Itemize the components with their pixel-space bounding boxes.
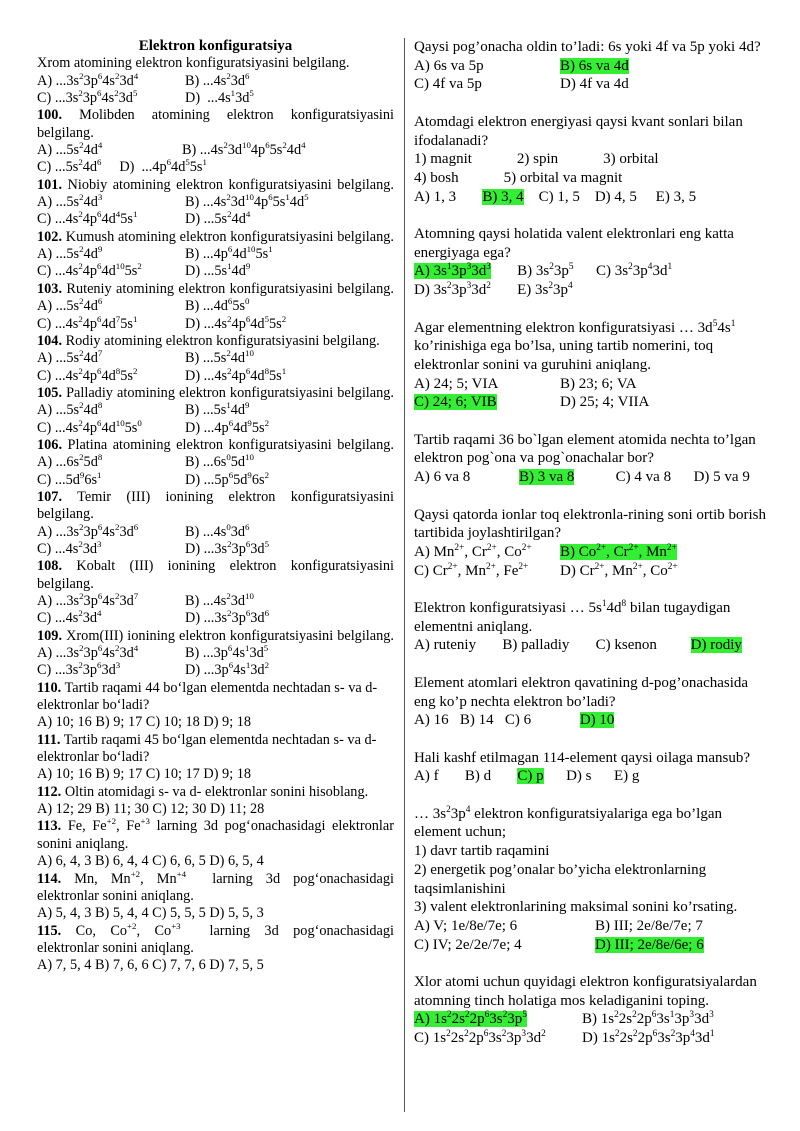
list-item: 2) energetik pog’onalar bo’yicha elektronlarning taqsimlanishini [414, 861, 707, 897]
answer-row [37, 610, 394, 627]
option-d: D) $...4s^24p^64d^55s^2$ [185, 313, 287, 332]
answer-row [37, 298, 394, 315]
option-a: A) $...5s^24d^3$ [37, 192, 103, 211]
option-e: E) $3s^23p^4$ [517, 281, 573, 299]
option-d: D) $...5s^14d^9$ [185, 261, 251, 280]
answer-row [414, 188, 770, 207]
answer-row [37, 541, 394, 558]
option-a: A) $...5s^24d^4$ [37, 140, 103, 159]
list-item: 1) davr tartib raqamini [414, 843, 550, 860]
answer-row: C) $...5s^24d^6$ D) $...4p^64d^55s^1$ [37, 157, 207, 176]
option-a: A) $Mn^{2+}$, $Cr^{2+}$, $Co^{2+}$ [414, 542, 532, 560]
answer-row [37, 365, 394, 385]
option-b: B) $...5s^24d^{10}$ [185, 348, 254, 367]
option-b: B) 3 va 8 [519, 469, 575, 486]
option-c: C) IV; 2e/2e/7e; 4 [414, 936, 522, 953]
option-b: B) palladiy [502, 637, 570, 654]
option-d: D) 4, 5 [594, 188, 637, 205]
question-text: Tartib raqami 36 bo`lgan element atomida nechta to’lgan elektron pog`ona va pog`onachalar bor? [414, 431, 756, 467]
option-c: C) $1s^22s^22p^63s^23p^33d^2$ [414, 1029, 546, 1047]
option-d: D) $...4s^24p^64d^85s^1$ [185, 365, 287, 384]
option-a: A) $...3s^23p^64s^23d^4$ [37, 643, 139, 662]
option-d: D) $3s^23p^33d^2$ [414, 281, 491, 299]
option-a: A) $...5s^24d^8$ [37, 400, 103, 419]
option-d: D) $1s^22s^22p^63s^23p^43d^1$ [582, 1029, 715, 1047]
option-a: A) $...3s^23p^64s^23d^4$ [37, 70, 139, 89]
question-106: 106. Platina atomining elektron konfiguratsiyasini belgilang. [37, 436, 394, 453]
option-d: D) $...5s^24d^4$ [185, 209, 251, 228]
question-107: 107. Temir (III) ionining elektron konfiguratsiyasini belgilang. [37, 488, 394, 523]
option-a: A) $...5s^24d^7$ [37, 348, 103, 367]
option-a: A) 1, 3 [414, 188, 457, 205]
option-b: B) $...6s^05d^{10}$ [185, 452, 254, 471]
answer-row [414, 468, 770, 487]
answer-row [414, 393, 770, 412]
question-text: Element atomlari elektron qavatining d-pog’onachasida eng ko’p nechta elektron bo’ladi? [414, 674, 749, 710]
list-item: 4) bosh 5) orbital va magnit [414, 169, 623, 186]
option-b: B) $...4s^23d^{10}4p^65s^24d^4$ [182, 140, 306, 159]
list-item: 3) valent elektronlarining maksimal sonini ko’rsating. [414, 899, 738, 916]
option-c: C) ksenon [595, 637, 657, 654]
answer-row [37, 313, 394, 333]
option-a: A) $...3s^23p^64s^23d^6$ [37, 521, 139, 540]
option-c: C) $...4s^23d^3$ [37, 539, 102, 557]
option-d: D) $...4p^64d^95s^2$ [185, 417, 270, 436]
answer-row [414, 1010, 770, 1029]
option-b: B) $...4p^64d^{10}5s^1$ [185, 244, 273, 263]
answer-row [37, 211, 394, 228]
question-113: 113. Fe, $Fe^{+2}$, $Fe^{+3}$ larning 3d pog‘onachasidagi elektronlar [37, 816, 394, 835]
option-b: B) $...4s^23d^{10}$ [185, 591, 254, 609]
option-d: D) $...5p^65d^96s^2$ [185, 469, 270, 488]
option-a: A) 16 [414, 712, 449, 729]
question-109: 109. Xrom(III) ionining elektron konfiguratsiyasini belgilang. [37, 627, 394, 644]
option-d: D) rodiy [690, 637, 742, 654]
option-d: D) s [566, 768, 592, 785]
answer-line: A) 6, 4, 3 B) 6, 4, 4 C) 6, 6, 5 D) 6, 5, 4 [37, 853, 264, 870]
question-108: 108. Kobalt (III) ionining elektron konfiguratsiyasini belgilang. [37, 558, 394, 592]
answer-row [414, 281, 770, 300]
answer-row [414, 711, 770, 730]
answer-row [37, 662, 394, 679]
option-d: D) $...4s^13d^5$ [185, 88, 254, 107]
answer-line: A) 12; 29 B) 11; 30 C) 12; 30 D) 11; 28 [37, 801, 265, 818]
question-112: 112. Oltin atomidagi s- va d- elektronlar sonini hisoblang. [37, 783, 369, 800]
option-d: D) 25; 4; VIIA [560, 394, 650, 411]
option-b: B) $1s^22s^22p^63s^13p^33d^3$ [582, 1010, 714, 1028]
answer-row [414, 75, 770, 94]
question-100: 100. Molibden atomining elektron konfiguratsiyasini belgilang. [37, 107, 394, 141]
option-b: B) III; 2e/8e/7e; 7 [595, 917, 703, 934]
answer-row [37, 70, 394, 90]
answer-row [37, 194, 394, 211]
question-text: Qaysi qatorda ionlar toq elektronla-rining soni ortib borish tartibida joylashtirilgan? [414, 506, 767, 542]
option-b: B) $...3p^64s^13d^5$ [185, 643, 269, 662]
answer-row [37, 521, 394, 541]
option-d: D) 10 [579, 712, 615, 729]
option-d: D) $...3p^64s^13d^2$ [185, 660, 270, 679]
option-d: D) $...3s^23p^63d^5$ [185, 539, 270, 557]
answer-row [414, 1029, 770, 1048]
question-text: Agar elementning elektron konfiguratsiyasi … $3d^54s^1$ ko’rinishiga ega bo’lsa, uning tartib nomerini, toq elektronlar sonini va guruhini aniqlang. [414, 318, 736, 373]
question-text: … $3s^23p^4$ elektron konfiguratsiyalariga ega bo’lgan element uchun; [414, 804, 722, 841]
answer-row [414, 375, 770, 394]
option-a: A) $1s^22s^22p^63s^23p^5$ [414, 1010, 527, 1028]
option-a: A) 6s va 5p [414, 57, 484, 74]
answer-row [414, 562, 770, 581]
question-115: 115. Co, $Co^{+2}$, $Co^{+3}$ larning 3d pog‘onachasidagi [37, 920, 394, 939]
answer-line: A) 5, 4, 3 B) 5, 4, 4 C) 5, 5, 5 D) 5, 5, 3 [37, 905, 264, 922]
answer-row [414, 767, 770, 786]
answer-row [414, 57, 770, 76]
option-a: A) $...5s^24d^6$ [37, 296, 103, 315]
option-c: C) 24; 6; VIB [414, 394, 497, 411]
option-a: A) $...5s^24d^9$ [37, 244, 103, 263]
answer-row [37, 142, 394, 159]
answer-row [37, 593, 394, 610]
answer-row [414, 917, 770, 936]
question-text: Qaysi pog’onacha oldin to’ladi: 6s yoki 4f va 5p yoki 4d? [414, 39, 761, 55]
option-c: C) 1, 5 [538, 188, 580, 205]
answer-row [37, 645, 394, 662]
option-d: D) 4f va 4d [560, 76, 629, 93]
question-114: 114. Mn, $Mn^{+2}$, $Mn^{+4}$ larning 3d pog‘onachasidagi [37, 868, 394, 887]
option-e: E) g [614, 768, 640, 785]
option-b: B) $...4s^23d^6$ [185, 70, 250, 89]
option-b: B) $...5s^14d^9$ [185, 400, 250, 419]
question-103: 103. Ruteniy atomining elektron konfiguratsiyasini belgilang. [37, 280, 394, 297]
option-e: E) 3, 5 [655, 188, 697, 205]
answer-row [414, 636, 770, 655]
option-a: A) ruteniy [414, 637, 477, 654]
question-text: Atomdagi elektron energiyasi qaysi kvant sonlari bilan ifodalanadi? [414, 113, 743, 149]
answer-row [37, 454, 394, 471]
option-b: B) d [464, 768, 492, 785]
option-d: D) $Cr^{2+}$, $Mn^{2+}$, $Co^{2+}$ [560, 561, 678, 579]
option-a: A) $...6s^25d^8$ [37, 452, 103, 471]
answer-row [37, 469, 394, 489]
option-c: C) $Cr^{2+}$, $Mn^{2+}$, $Fe^{2+}$ [414, 561, 529, 579]
answer-row [37, 90, 394, 107]
option-c: C) 4 va 8 [615, 469, 672, 486]
option-b: B) $...4s^03d^6$ [185, 521, 250, 540]
question-text: Hali kashf etilmagan 114-element qaysi oilaga mansub? [414, 749, 751, 766]
list-item: 1) magnit 2) spin 3) orbital [414, 151, 659, 168]
page-title: Elektron konfiguratsiya [138, 38, 293, 54]
question-104: 104. Rodiy atomining elektron konfiguratsiyasini belgilang. [37, 332, 380, 349]
option-b: B) 6s va 4d [560, 57, 629, 74]
answer-row [37, 402, 394, 419]
option-c: C) 6 [504, 712, 532, 729]
option-b: B) 14 [459, 712, 494, 729]
option-c: C) $...4s^24p^64d^45s^1$ [37, 209, 138, 228]
question-text: Elektron konfiguratsiyasi … $5s^14d^8$ bilan tugaydigan elementni aniqlang. [414, 599, 731, 635]
answer-row [414, 543, 770, 562]
question-102: 102. Kumush atomining elektron konfiguratsiyasini belgilang. [37, 228, 394, 245]
answer-row [414, 936, 770, 955]
question-105: 105. Palladiy atomining elektron konfiguratsiyasini belgilang. [37, 384, 394, 401]
option-b: B) $...4s^23d^{10}4p^65s^14d^5$ [185, 192, 309, 211]
option-b: B) 3, 4 [482, 188, 524, 205]
option-d: D) $...3s^23p^63d^6$ [185, 608, 270, 627]
option-a: A) $3s^13p^33d^3$ [414, 262, 491, 280]
question-101: 101. Niobiy atomining elektron konfiguratsiyasini belgilang. [37, 176, 394, 193]
question-text: Atomning qaysi holatida valent elektronlari eng katta energiyaga ega? [414, 226, 734, 261]
answer-line: A) 7, 5, 4 B) 7, 6, 6 C) 7, 7, 6 D) 7, 5, 5 [37, 957, 264, 974]
question-text: Xrom atomining elektron konfiguratsiyasini belgilang. [37, 55, 350, 72]
option-b: B) $Co^{2+}$, $Cr^{2+}$, $Mn^{2+}$ [560, 542, 677, 560]
option-c: C) $...4s^24p^64d^75s^1$ [37, 313, 138, 332]
answer-row [37, 417, 394, 437]
option-b: B) $...4d^65s^0$ [185, 296, 250, 315]
option-c: C) $...3s^23p^64s^23d^5$ [37, 88, 138, 107]
right-column [414, 38, 770, 1048]
option-a: A) $...3s^23p^64s^23d^7$ [37, 591, 139, 609]
option-b: B) 23; 6; VA [560, 375, 637, 392]
option-b: B) $3s^23p^5$ [517, 262, 574, 280]
option-a: A) 6 va 8 [414, 469, 471, 486]
option-c: C) 4f va 5p [414, 76, 482, 93]
option-c: C) $...5d^96s^1$ [37, 469, 102, 488]
column-divider [404, 38, 405, 1112]
option-c: C) $...4s^23d^4$ [37, 608, 102, 627]
option-c: C) $...4s^24p^64d^85s^2$ [37, 365, 138, 384]
option-d: D) III; 2e/8e/6e; 6 [595, 936, 704, 953]
answer-row [37, 246, 394, 263]
option-a: A) V; 1e/8e/7e; 6 [414, 917, 518, 934]
answer-line: A) 10; 16 B) 9; 17 C) 10; 18 D) 9; 18 [37, 714, 252, 731]
option-c: C) $...4s^24p^64d^{10}5s^0$ [37, 417, 142, 436]
answer-row [414, 262, 770, 281]
option-d: D) 5 va 9 [693, 469, 750, 486]
question-111: 111. Tartib raqami 45 bo‘lgan elementda nechtadan s- va d-elektronlar bo‘ladi? [37, 731, 377, 766]
question-text: Xlor atomi uchun quyidagi elektron konfiguratsiyalardan atomning tinch holatiga mos keladiganini toping. [414, 974, 757, 1009]
left-column: Elektron konfiguratsiya Xrom atomining elektron konfiguratsiyasini belgilang. A) $...3s^23p^64s^23d^4$ B) $...4s^23d^6$ C) $...3s^23p^64s^23d^5$ D) $...4s^13d^5$ 100. Molibden atomining elektron konfiguratsiyasini belgilang. A) $...5s^24d^4$ B) $...4s^23d^{10}4p^65s^24d^4$ C) $...5s^24d^6$ D) $...4p^64d^55s^1$ 101. Niobiy atomining elektron konfiguratsiyasini belgilang. A) $...5s^24d^3$ B) $...4s^23d^{10}4p^65s^14d^5$ C) $...4s^24p^64d^45s^1$ D) $...5s^24d^4$ 102. Kumush atomining elektron konfiguratsiyasini belgilang. A) $...5s^24d^9$ B) $...4p^64d^{10}5s^1$ C) $...4s^24p^64d^{10}5s^2$ D) $...5s^14d^9$ 103. Ruteniy atomining elektron konfiguratsiyasini belgilang. A) $...5s^24d^6$ B) $...4d^65s^0$ C) $...4s^24p^64d^75s^1$ D) $...4s^24p^64d^55s^2$ 104. Rodiy atomining elektron konfiguratsiyasini belgilang. A) $...5s^24d^7$ B) $...5s^24d^{10}$ C) $...4s^24p^64d^85s^2$ D) $...4s^24p^64d^85s^1$ 105. Palladiy atomining elektron konfiguratsiyasini belgilang. A) $...5s^24d^8$ B) $...5s^14d^9$ C) $...4s^24p^64d^{10}5s^0$ D) $...4p^64d^95s^2$ 106. Platina atomining elektron konfiguratsiyasini belgilang. A) $...6s^25d^8$ B) $...6s^05d^{10}$ C) $...5d^96s^1$ D) $...5p^65d^96s^2$ 107. Temir (III) ionining elektron konfiguratsiyasini belgilang. A) $...3s^23p^64s^23d^6$ B) $...4s^03d^6$ C) $...4s^23d^3$ D) $...3s^23p^63d^5$ 108. Kobalt (III) ionining elektron konfiguratsiyasini belgilang. A) $...3s^23p^64s^23d^7$ B) $...4s^23d^{10}$ C) $...4s^23d^4$ D) $...3s^23p^63d^6$ 109. Xrom(III) ionining elektron konfiguratsiyasini belgilang. A) $...3s^23p^64s^23d^4$ B) $...3p^64s^13d^5$ C) $...3s^23p^63d^3$ D) $...3p^64s^13d^2$ 110. Tartib raqami 44 bo‘lgan elementda nechtadan s- va d-elektronlar bo‘ladi? A) 10; 16 B) 9; 17 C) 10; 18 D) 9; 18 111. Tartib raqami 45 bo‘lgan elementda nechtadan s- va d-elektronlar bo‘ladi? A) 10; 16 B) 9; 17 C) 10; 17 D) 9; 18 112. Oltin atomidagi s- va d- elektronlar sonini hisoblang. A) 12; 29 B) 11; 30 C) 12; 30 D) 11; 28 113. Fe, $Fe^{+2}$, $Fe^{+3}$ larning 3d pog‘onachasidagi elektronlar sonini aniqlang. A) 6, 4, 3 B) 6, 4, 4 C) 6, 6, 5 D) 6, 5, 4 114. Mn, $Mn^{+2}$, $Mn^{+4}$ larning 3d pog‘onachasidagi elektronlar sonini aniqlang. A) 5, 4, 3 B) 5, 4, 4 C) 5, 5, 5 D) 5, 5, 3 115. Co, $Co^{+2}$, $Co^{+3}$ larning 3d pog‘onachasidagi elektronlar sonini aniqlang. A) 7, 5, 4 B) 7, 6, 6 C) 7, 7, 6 D) 7, 5, 5 [37, 38, 394, 974]
option-c: C) $...4s^24p^64d^{10}5s^2$ [37, 261, 142, 280]
answer-line: A) 10; 16 B) 9; 17 C) 10; 17 D) 9; 18 [37, 766, 252, 783]
option-a: A) f [414, 768, 439, 785]
question-110: 110. Tartib raqami 44 bo‘lgan elementda nechtadan s- va d-elektronlar bo‘ladi? [37, 679, 378, 714]
answer-row [37, 350, 394, 367]
option-c: C) $...3s^23p^63d^3$ [37, 660, 121, 679]
option-a: A) 24; 5; VIA [414, 375, 499, 392]
option-c: C) p [517, 768, 544, 785]
answer-row [37, 263, 394, 280]
option-c: C) $3s^23p^43d^1$ [596, 262, 673, 280]
